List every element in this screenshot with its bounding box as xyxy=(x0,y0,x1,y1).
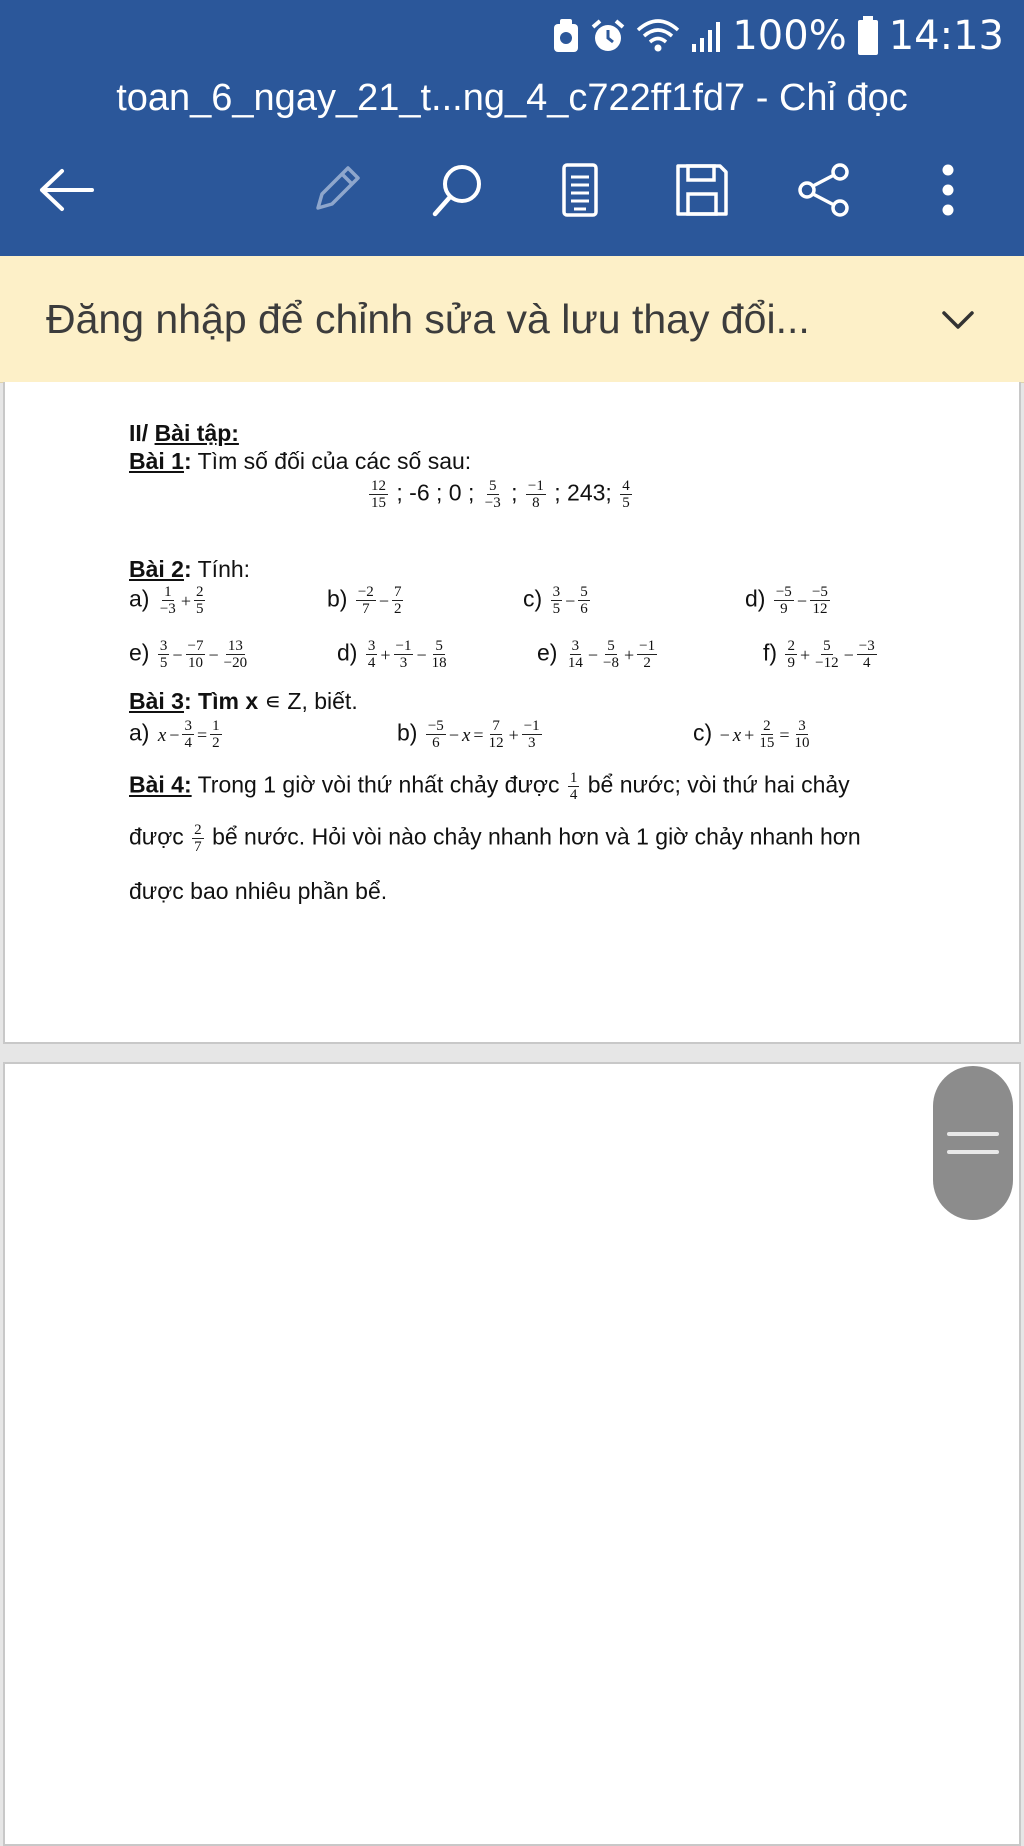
exercise-1-numbers: $\frac{12}{15}$ ; -6 ; 0 ; $\frac{5}{-3}$ ; $\frac{-1}{8}$ ; 243; $\frac{4}{5}$ xyxy=(371,478,630,511)
more-options-button[interactable] xyxy=(912,150,984,230)
back-arrow-icon xyxy=(38,168,94,212)
exercise-3c: c) − x + $\frac{2}{15}$ = $\frac{3}{10}$ xyxy=(693,718,810,751)
pencil-icon xyxy=(308,162,364,218)
exercise-2d: d) $\frac{-5}{9}$ − $\frac{-5}{12}$ xyxy=(745,584,828,617)
scroll-handle[interactable] xyxy=(933,1066,1013,1220)
document-page-1 xyxy=(3,382,1021,1044)
exercise-2e-second: e) $\frac{3}{14}$ − $\frac{5}{-8}$ + $\frac{-1}{2}$ xyxy=(537,638,656,671)
exercise-2b: b) $\frac{-2}{7}$ − $\frac{7}{2}$ xyxy=(327,584,402,617)
sign-in-banner[interactable] xyxy=(0,256,1024,383)
chevron-down-icon xyxy=(941,309,975,331)
save-button[interactable] xyxy=(666,150,738,230)
banner-text: Đăng nhập để chỉnh sửa và lưu thay đổi... xyxy=(46,296,810,342)
search-icon xyxy=(430,162,486,218)
search-button[interactable] xyxy=(422,150,494,230)
cleaner-app-icon xyxy=(552,18,580,54)
status-bar xyxy=(552,10,1004,62)
more-vertical-icon xyxy=(938,162,958,218)
document-page-2 xyxy=(3,1062,1021,1846)
exercise-2c: c) $\frac{3}{5}$ − $\frac{5}{6}$ xyxy=(523,584,588,617)
battery-level: 100% xyxy=(732,13,847,59)
share-icon xyxy=(796,162,852,218)
toolbar xyxy=(0,150,1024,230)
mobile-view-icon xyxy=(560,162,600,218)
exercise-2d-second: d) $\frac{3}{4}$ + $\frac{-1}{3}$ − $\frac{5}{18}$ xyxy=(337,638,447,671)
section-heading: II/ Bài tập: xyxy=(129,420,239,446)
grip-line xyxy=(947,1132,999,1136)
alarm-icon xyxy=(590,18,626,54)
edit-button[interactable] xyxy=(300,150,372,230)
back-button[interactable] xyxy=(30,150,102,230)
document-title: toan_6_ngay_21_t...ng_4_c722ff1fd7 - Chỉ đọc xyxy=(116,77,908,119)
exercise-4-line-3: được bao nhiêu phần bể. xyxy=(129,878,388,904)
exercise-2f: f) $\frac{2}{9}$ + $\frac{5}{-12}$ − $\frac{-3}{4}$ xyxy=(763,638,875,671)
exercise-2-heading: Bài 2: Tính: xyxy=(129,556,251,582)
exercise-4-line-2: được $\frac{2}{7}$ bể nước. Hỏi vòi nào chảy nhanh hơn và 1 giờ chảy nhanh hơn xyxy=(129,822,861,855)
reading-view-button[interactable] xyxy=(544,150,616,230)
exercise-3-heading: Bài 3: Tìm x ∊ Z, biết. xyxy=(129,688,358,714)
exercise-2a: a) $\frac{1}{-3}$ + $\frac{2}{5}$ xyxy=(129,584,204,617)
exercise-1-heading: Bài 1: Tìm số đối của các số sau: xyxy=(129,448,472,474)
banner-expand-button[interactable] xyxy=(932,294,984,346)
wifi-icon xyxy=(636,18,680,54)
save-icon xyxy=(674,162,730,218)
exercise-3a: a) x − $\frac{3}{4}$ = $\frac{1}{2}$ xyxy=(129,718,220,751)
exercise-4-line-1: Bài 4: Trong 1 giờ vòi thứ nhất chảy được $\frac{1}{4}$ bể nước; vòi thứ hai chảy xyxy=(129,770,850,803)
clock: 14:13 xyxy=(888,13,1004,59)
app-bar xyxy=(0,0,1024,256)
battery-icon xyxy=(857,16,879,56)
exercise-2e: e) $\frac{3}{5}$ − $\frac{-7}{10}$ − $\frac{13}{-20}$ xyxy=(129,638,248,671)
signal-icon xyxy=(690,18,722,54)
exercise-3b: b) $\frac{-5}{6}$ − x = $\frac{7}{12}$ + $\frac{-1}{3}$ xyxy=(397,718,540,751)
grip-line xyxy=(947,1150,999,1154)
share-button[interactable] xyxy=(788,150,860,230)
